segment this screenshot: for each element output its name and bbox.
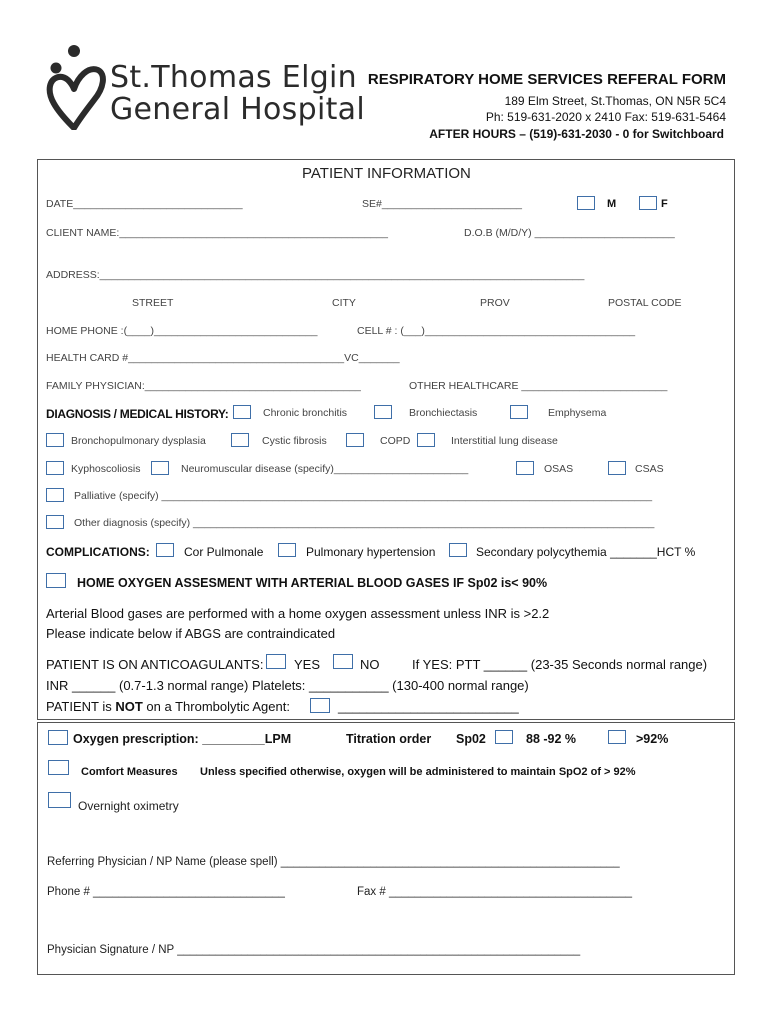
sp02-over-92-checkbox[interactable] — [608, 730, 626, 744]
client-name-field[interactable]: CLIENT NAME:______________________________________________ — [46, 227, 388, 239]
chronic-bronchitis-checkbox[interactable] — [233, 405, 251, 419]
cell-field[interactable]: CELL # : (___)____________________________________ — [357, 325, 636, 337]
complications-label: COMPLICATIONS: — [46, 545, 150, 559]
hospital-address: 189 Elm Street, St.Thomas, ON N5R 5C4 — [504, 94, 726, 108]
female-label: F — [661, 198, 668, 210]
interstitial-label: Interstitial lung disease — [451, 435, 558, 447]
sp02-over-92-label: >92% — [636, 732, 669, 746]
se-field[interactable]: SE#________________________ — [362, 198, 522, 210]
cystic-fibrosis-checkbox[interactable] — [231, 433, 249, 447]
bronchiectasis-label: Bronchiectasis — [409, 407, 478, 419]
male-checkbox[interactable] — [577, 196, 595, 210]
copd-label: COPD — [380, 435, 411, 447]
titration-order-label: Titration order — [346, 732, 432, 746]
neuromuscular-checkbox[interactable] — [151, 461, 169, 475]
referring-physician-field[interactable]: Referring Physician / NP Name (please spell) _____________________________________________________ — [47, 856, 620, 868]
overnight-oximetry-label: Overnight oximetry — [78, 799, 179, 813]
sp02-88-92-label: 88 -92 % — [526, 732, 577, 746]
interstitial-checkbox[interactable] — [417, 433, 435, 447]
after-hours: AFTER HOURS – (519)-631-2030 - 0 for Switchboard — [429, 127, 724, 141]
anticoagulants-yes-checkbox[interactable] — [266, 654, 286, 669]
physician-signature-field[interactable]: Physician Signature / NP _______________________________________________________________ — [47, 944, 581, 956]
other-diagnosis-field[interactable]: Other diagnosis (specify) _______________________________________________________________________________ — [74, 517, 655, 529]
male-label: M — [607, 198, 617, 210]
form-title: RESPIRATORY HOME SERVICES REFERAL FORM — [367, 71, 726, 88]
emphysema-checkbox[interactable] — [510, 405, 528, 419]
anticoagulants-no-checkbox[interactable] — [333, 654, 353, 669]
other-healthcare-field[interactable]: OTHER HEALTHCARE _________________________ — [409, 380, 668, 392]
cor-pulmonale-label: Cor Pulmonale — [184, 545, 264, 559]
home-oxygen-assessment-checkbox[interactable] — [46, 573, 66, 588]
emphysema-label: Emphysema — [548, 407, 607, 419]
secondary-polycythemia-field[interactable]: Secondary polycythemia _______HCT % — [476, 545, 696, 559]
home-oxygen-assessment-label: HOME OXYGEN ASSESMENT WITH ARTERIAL BLOOD GASES IF Sp02 is< 90% — [77, 576, 548, 590]
city-label: CITY — [332, 297, 356, 309]
chronic-bronchitis-label: Chronic bronchitis — [263, 407, 348, 419]
anticoagulants-label: PATIENT IS ON ANTICOAGULANTS: — [46, 657, 264, 672]
health-card-field[interactable]: HEALTH CARD #_____________________________________VC_______ — [46, 352, 400, 364]
prescription-section — [37, 722, 735, 975]
fax-field[interactable]: Fax # ______________________________________ — [357, 886, 632, 898]
comfort-measures-label: Comfort Measures — [81, 766, 178, 778]
secondary-polycythemia-checkbox[interactable] — [449, 543, 467, 557]
abg-note-line-1: Arterial Blood gases are performed with a home oxygen assessment unless INR is >2.2 — [46, 606, 550, 621]
inr-platelets-field[interactable]: INR ______ (0.7-1.3 normal range) Platelets: ___________ (130-400 normal range) — [46, 678, 529, 693]
palliative-field[interactable]: Palliative (specify) ____________________________________________________________________________________ — [74, 490, 653, 502]
overnight-oximetry-checkbox[interactable] — [48, 792, 71, 808]
dob-field[interactable]: D.O.B (M/D/Y) ________________________ — [464, 227, 675, 239]
cystic-fibrosis-label: Cystic fibrosis — [262, 435, 327, 447]
hospital-phone-fax: Ph: 519-631-2020 x 2410 Fax: 519-631-5464 — [485, 110, 726, 124]
prov-label: PROV — [480, 297, 510, 309]
logo-line-1: St.Thomas Elgin — [110, 60, 357, 95]
home-phone-field[interactable]: HOME PHONE :(____)____________________________ — [46, 325, 318, 337]
palliative-checkbox[interactable] — [46, 488, 64, 502]
date-field[interactable]: DATE_____________________________ — [46, 198, 243, 210]
family-physician-field[interactable]: FAMILY PHYSICIAN:_____________________________________ — [46, 380, 361, 392]
comfort-measures-note: Unless specified otherwise, oxygen will be administered to maintain SpO2 of > 92% — [200, 766, 636, 778]
street-label: STREET — [132, 297, 174, 309]
bronchopulmonary-label: Bronchopulmonary dysplasia — [71, 435, 206, 447]
oxygen-prescription-checkbox[interactable] — [48, 730, 68, 745]
csas-label: CSAS — [635, 463, 664, 475]
address-field[interactable]: ADDRESS:___________________________________________________________________________________ — [46, 269, 585, 281]
other-diagnosis-checkbox[interactable] — [46, 515, 64, 529]
female-checkbox[interactable] — [639, 196, 657, 210]
kyphoscoliosis-checkbox[interactable] — [46, 461, 64, 475]
pulmonary-hypertension-label: Pulmonary hypertension — [306, 545, 436, 559]
osas-label: OSAS — [544, 463, 574, 475]
thrombolytic-checkbox[interactable] — [310, 698, 330, 713]
oxygen-prescription-field[interactable]: Oxygen prescription: _________LPM — [73, 732, 292, 746]
postal-code-label: POSTAL CODE — [608, 297, 682, 309]
hospital-logo-icon — [44, 44, 106, 130]
csas-checkbox[interactable] — [608, 461, 626, 475]
thrombolytic-field[interactable]: _________________________ — [338, 699, 519, 714]
pulmonary-hypertension-checkbox[interactable] — [278, 543, 296, 557]
ptt-field[interactable]: If YES: PTT ______ (23-35 Seconds normal range) — [412, 657, 708, 672]
abg-note-line-2: Please indicate below if ABGS are contraindicated — [46, 626, 336, 641]
anticoagulants-yes-label: YES — [294, 657, 321, 672]
logo-line-2: General Hospital — [110, 92, 365, 127]
osas-checkbox[interactable] — [516, 461, 534, 475]
kyphoscoliosis-label: Kyphoscoliosis — [71, 463, 141, 475]
copd-checkbox[interactable] — [346, 433, 364, 447]
neuromuscular-field[interactable]: Neuromuscular disease (specify)_______________________ — [181, 463, 469, 475]
sp02-88-92-checkbox[interactable] — [495, 730, 513, 744]
bronchiectasis-checkbox[interactable] — [374, 405, 392, 419]
anticoagulants-no-label: NO — [360, 657, 380, 672]
sp02-label: Sp02 — [456, 732, 486, 746]
diagnosis-label: DIAGNOSIS / MEDICAL HISTORY: — [46, 407, 229, 421]
cor-pulmonale-checkbox[interactable] — [156, 543, 174, 557]
phone-field[interactable]: Phone # ______________________________ — [47, 886, 285, 898]
thrombolytic-label: PATIENT is NOT on a Thrombolytic Agent: — [46, 699, 290, 714]
bronchopulmonary-checkbox[interactable] — [46, 433, 64, 447]
comfort-measures-checkbox[interactable] — [48, 760, 69, 775]
section-title: PATIENT INFORMATION — [302, 165, 471, 182]
